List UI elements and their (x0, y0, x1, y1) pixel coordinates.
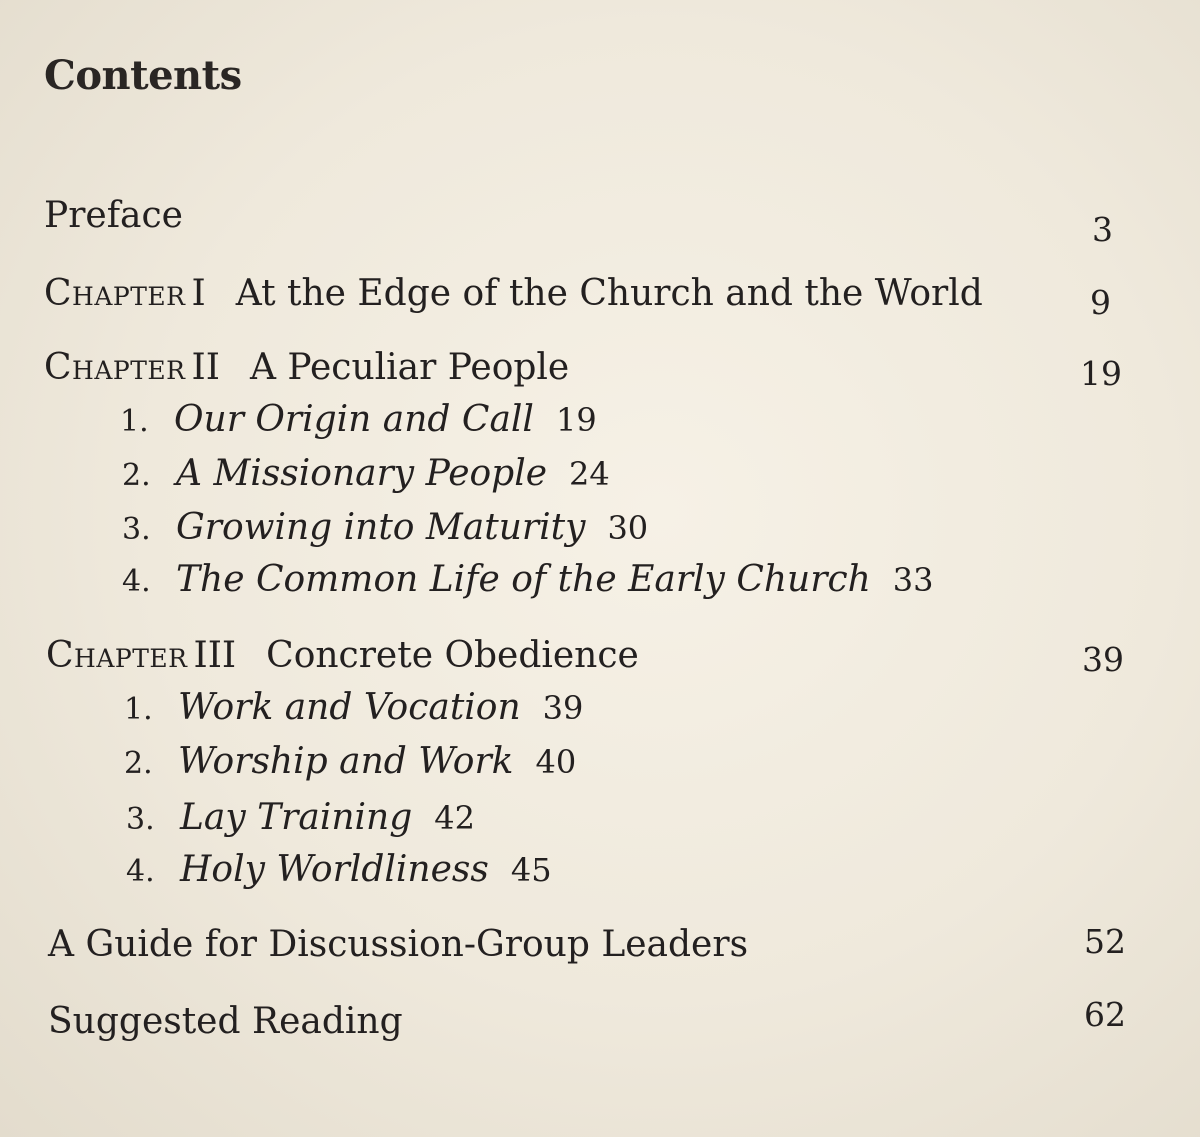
section-page: 24 (569, 455, 610, 493)
section-page: 45 (510, 851, 552, 889)
chapter-numeral: II (191, 347, 220, 388)
toc-section (122, 453, 610, 494)
page-number-chapter-2: 19 (1080, 354, 1122, 393)
page-number-chapter-3: 39 (1082, 640, 1124, 679)
section-number: 4. (126, 854, 155, 889)
chapter-label: Chapter (44, 273, 186, 314)
entry-title: Suggested Reading (48, 1001, 403, 1042)
section-number: 4. (122, 564, 151, 599)
page-number-chapter-1: 9 (1090, 283, 1111, 322)
chapter-title: A Peculiar People (249, 347, 570, 388)
toc-section (120, 399, 597, 440)
section-title: A Missionary People (176, 453, 548, 494)
chapter-title: At the Edge of the Church and the World (235, 273, 983, 314)
toc-entry-guide (48, 924, 749, 965)
section-title: Our Origin and Call (174, 399, 534, 440)
section-number: 2. (122, 458, 151, 493)
entry-title: Preface (44, 195, 183, 236)
chapter-label: Chapter (44, 347, 186, 388)
section-page: 33 (892, 561, 934, 599)
page-number-guide: 52 (1084, 922, 1126, 961)
section-title: Holy Worldliness (180, 849, 489, 890)
section-title: Growing into Maturity (176, 507, 586, 548)
chapter-numeral: I (191, 273, 206, 314)
toc-section (122, 507, 649, 548)
toc-chapter-3 (46, 635, 639, 676)
section-page: 30 (607, 509, 649, 547)
section-page: 40 (535, 743, 577, 781)
toc-section (126, 797, 475, 838)
toc-section (126, 849, 552, 890)
section-page: 39 (542, 689, 584, 727)
toc-chapter-2 (44, 347, 570, 388)
section-number: 1. (124, 692, 153, 727)
page-number-suggested-reading: 62 (1084, 995, 1126, 1034)
toc-entry-preface (44, 195, 183, 236)
entry-title: A Guide for Discussion-Group Leaders (48, 924, 749, 965)
section-title: Work and Vocation (178, 687, 521, 728)
toc-section (122, 559, 934, 600)
toc-section (124, 741, 577, 782)
page-title: Contents (44, 52, 242, 99)
section-number: 2. (124, 746, 153, 781)
section-number: 1. (120, 404, 149, 439)
chapter-label: Chapter (46, 635, 188, 676)
section-page: 42 (434, 799, 475, 837)
section-number: 3. (122, 512, 151, 547)
page-number-preface: 3 (1092, 210, 1113, 249)
section-number: 3. (126, 802, 155, 837)
toc-entry-suggested-reading (48, 1001, 403, 1042)
chapter-title: Concrete Obedience (266, 635, 639, 676)
toc-section (124, 687, 584, 728)
section-page: 19 (555, 401, 597, 439)
section-title: Lay Training (180, 797, 413, 838)
section-title: Worship and Work (178, 741, 514, 782)
chapter-numeral: III (193, 635, 237, 676)
section-title: The Common Life of the Early Church (176, 559, 871, 600)
toc-chapter-1 (44, 273, 983, 314)
